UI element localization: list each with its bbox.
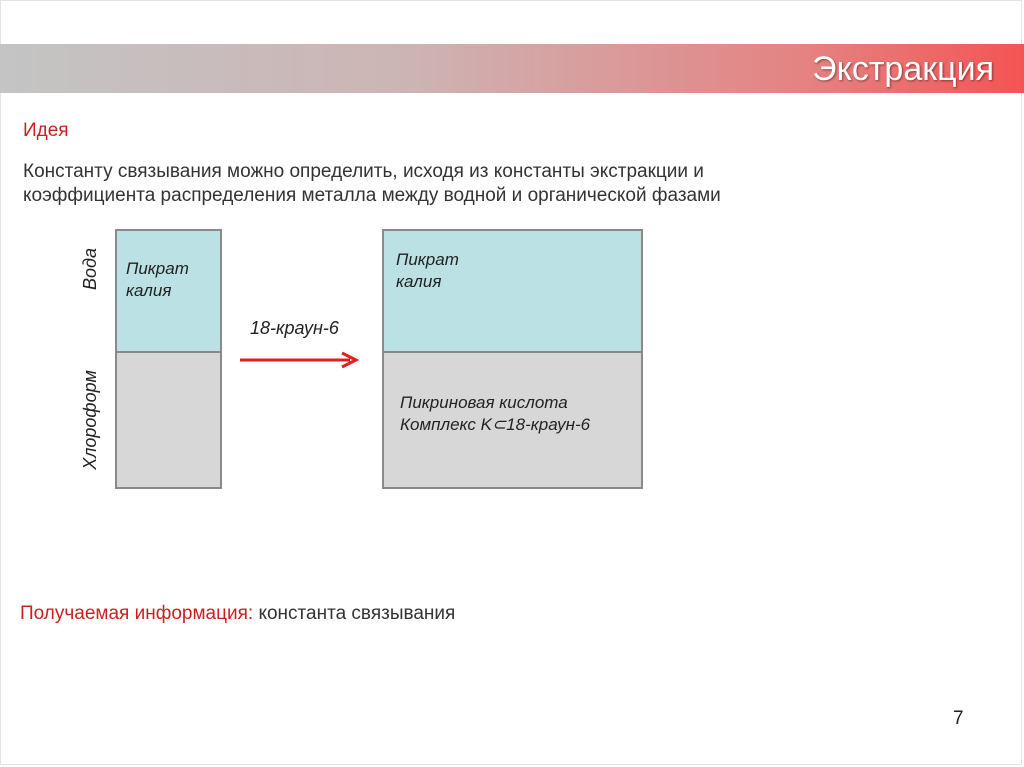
water-side-label: Вода	[80, 248, 100, 290]
idea-heading: Идея	[23, 120, 69, 141]
info-value: константа связывания	[253, 603, 456, 624]
right-water-label-line: Пикрат	[396, 250, 459, 269]
left-chloroform-phase	[115, 351, 222, 489]
right-chloroform-label-line: Комплекс K⊂18-краун-6	[400, 415, 591, 434]
reagent-label: 18-краун-6	[250, 318, 339, 338]
body-line: коэффициента распределения металла между водной и органической фазами	[23, 185, 721, 206]
body-line: Константу связывания можно определить, исходя из константы экстракции и	[23, 161, 704, 182]
right-water-label-line: калия	[396, 272, 442, 291]
left-water-label-line: Пикрат	[126, 259, 189, 278]
page-number: 7	[953, 708, 964, 729]
slide-title: Экстракция	[812, 50, 994, 88]
left-water-label	[126, 258, 189, 302]
right-chloroform-label	[400, 392, 590, 436]
right-water-label	[396, 249, 459, 293]
body-text	[23, 160, 923, 208]
reaction-arrow-icon	[238, 350, 368, 370]
title-bar	[0, 44, 1024, 93]
chloroform-side-label: Хлороформ	[80, 370, 100, 470]
left-water-label-line: калия	[126, 281, 172, 300]
right-chloroform-label-line: Пикриновая кислота	[400, 393, 568, 412]
info-label: Получаемая информация:	[20, 603, 254, 624]
info-line	[20, 603, 455, 625]
